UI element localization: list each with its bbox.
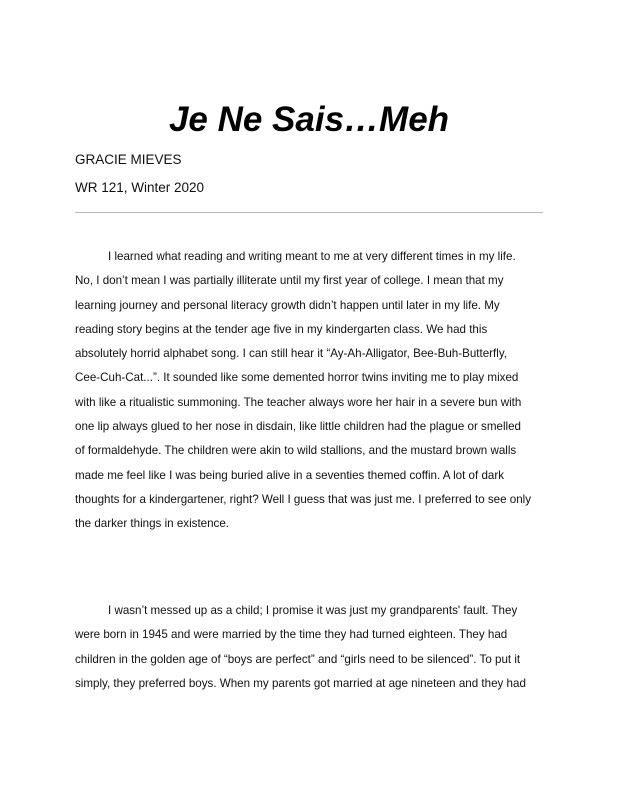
course-info: WR 121, Winter 2020 (75, 180, 205, 195)
paragraph-line: learning journey and personal literacy growth didn’t happen until later in my life. My (75, 298, 500, 312)
paragraph-line: one lip always glued to her nose in disdain, like little children had the plague or smelled (75, 420, 521, 434)
paragraph-line: made me feel like I was being buried alive in a seventies themed coffin. A lot of dark (75, 468, 504, 482)
paragraph-line: No, I don’t mean I was partially illiterate until my first year of college. I mean that my (75, 274, 504, 288)
paragraph-line: with like a ritualistic summoning. The teacher always wore her hair in a severe bun with (75, 395, 522, 409)
paragraph-line: thoughts for a kindergartener, right? Well I guess that was just me. I preferred to see only (75, 492, 532, 506)
paragraph-line: were born in 1945 and were married by the time they had turned eighteen. They had (75, 628, 508, 642)
paragraph-line: I wasn’t messed up as a child; I promise it was just my grandparents' fault. They (108, 604, 518, 617)
author-name: GRACIE MIEVES (75, 152, 182, 167)
paragraph-2 (75, 599, 549, 696)
paragraph-line: I learned what reading and writing meant to me at very different times in my life. (108, 250, 516, 263)
paragraph-line: of formaldehyde. The children were akin to wild stallions, and the mustard brown walls (75, 444, 517, 458)
paragraph-line: the darker things in existence. (75, 517, 230, 531)
paragraph-line: absolutely horrid alphabet song. I can still hear it “Ay-Ah-Alligator, Bee-Buh-Butterfly, (75, 347, 507, 361)
paragraph-1 (75, 245, 549, 537)
paragraph-line: Cee-Cuh-Cat...”. It sounded like some demented horror twins inviting me to play mixed (75, 371, 519, 385)
paragraph-line: reading story begins at the tender age five in my kindergarten class. We had this (75, 322, 488, 336)
paragraph-line: simply, they preferred boys. When my parents got married at age nineteen and they had (75, 676, 526, 690)
paragraph-line: children in the golden age of “boys are perfect” and “girls need to be silenced”. To put it (75, 652, 521, 666)
essay-title: Je Ne Sais…Meh (168, 100, 450, 139)
horizontal-divider (75, 212, 543, 213)
